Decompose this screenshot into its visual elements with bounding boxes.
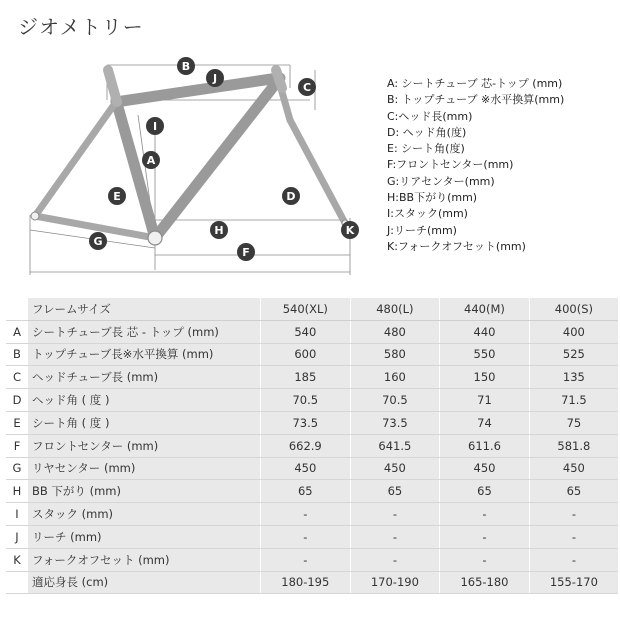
row-value: 611.6 xyxy=(440,434,530,457)
row-key: H xyxy=(6,480,28,503)
svg-text:F: F xyxy=(242,246,250,259)
row-value: - xyxy=(350,525,440,548)
marker-i xyxy=(146,117,164,135)
row-value: - xyxy=(261,503,351,526)
row-value: 135 xyxy=(529,366,618,389)
row-key: F xyxy=(6,434,28,457)
row-key: D xyxy=(6,389,28,412)
row-value: 75 xyxy=(529,411,618,434)
row-value: 450 xyxy=(440,457,530,480)
row-value: 180-195 xyxy=(261,571,351,594)
table-row xyxy=(6,525,618,548)
legend-item: F:フロントセンター(mm) xyxy=(387,158,514,172)
row-value: 71 xyxy=(440,389,530,412)
row-value: - xyxy=(529,503,618,526)
row-value: 581.8 xyxy=(529,434,618,457)
row-value: 73.5 xyxy=(261,411,351,434)
legend-item: E: シート角(度) xyxy=(387,142,465,156)
row-label: 適応身長 (cm) xyxy=(28,571,261,594)
row-value: - xyxy=(529,548,618,571)
table-row xyxy=(6,503,618,526)
row-key: J xyxy=(6,525,28,548)
legend-item: K:フォークオフセット(mm) xyxy=(387,239,526,253)
row-label: ヘッド角 ( 度 ) xyxy=(28,389,261,412)
row-value: 74 xyxy=(440,411,530,434)
row-value: 450 xyxy=(350,457,440,480)
legend-item: A: シートチューブ 芯-トップ (mm) xyxy=(387,77,563,90)
row-value: 165-180 xyxy=(440,571,530,594)
marker-b xyxy=(177,57,195,75)
size-header: 480(L) xyxy=(350,298,440,320)
svg-text:G: G xyxy=(93,235,103,248)
row-value: 73.5 xyxy=(350,411,440,434)
row-value: 70.5 xyxy=(350,389,440,412)
row-label: フロントセンター (mm) xyxy=(28,434,261,457)
row-value: 65 xyxy=(440,480,530,503)
legend-item: D: ヘッド角(度) xyxy=(387,125,467,139)
svg-text:C: C xyxy=(302,81,312,94)
row-value: 600 xyxy=(261,343,351,366)
row-label: シートチューブ長 芯 - トップ (mm) xyxy=(28,320,261,343)
row-key: B xyxy=(6,343,28,366)
row-value: 440 xyxy=(440,320,530,343)
row-label: BB 下がり (mm) xyxy=(28,480,261,503)
row-value: 170-190 xyxy=(350,571,440,594)
row-value: 155-170 xyxy=(529,571,618,594)
row-value: 662.9 xyxy=(261,434,351,457)
row-value: 450 xyxy=(529,457,618,480)
row-value: 65 xyxy=(529,480,618,503)
row-label: トップチューブ長※水平換算 (mm) xyxy=(28,343,261,366)
svg-text:A: A xyxy=(146,154,156,167)
legend-item: G:リアセンター(mm) xyxy=(387,174,495,188)
row-value: 150 xyxy=(440,366,530,389)
row-key: C xyxy=(6,366,28,389)
row-value: 185 xyxy=(261,366,351,389)
row-key: G xyxy=(6,457,28,480)
svg-text:E: E xyxy=(113,190,121,203)
legend-item: B: トップチューブ ※水平換算(mm) xyxy=(387,93,565,107)
row-value: - xyxy=(440,525,530,548)
row-key: E xyxy=(6,411,28,434)
row-key xyxy=(6,571,28,594)
row-value: 400 xyxy=(529,320,618,343)
table-row xyxy=(6,457,618,480)
marker-k xyxy=(341,221,359,239)
row-value: 580 xyxy=(350,343,440,366)
legend-item: I:スタック(mm) xyxy=(387,207,468,221)
row-value: - xyxy=(440,548,530,571)
row-value: 160 xyxy=(350,366,440,389)
size-header: 540(XL) xyxy=(261,298,351,320)
table-row xyxy=(6,389,618,412)
row-label: フォークオフセット (mm) xyxy=(28,548,261,571)
marker-f xyxy=(237,243,255,261)
table-row xyxy=(6,480,618,503)
legend xyxy=(387,76,564,255)
row-label: リーチ (mm) xyxy=(28,525,261,548)
key-cell xyxy=(6,298,28,320)
row-label: リヤセンター (mm) xyxy=(28,457,261,480)
table-row xyxy=(6,343,618,366)
marker-j xyxy=(206,69,224,87)
marker-d xyxy=(282,187,300,205)
svg-text:J: J xyxy=(212,72,218,85)
table-row xyxy=(6,434,618,457)
table-header-row xyxy=(6,298,618,320)
row-key: I xyxy=(6,503,28,526)
size-header: 400(S) xyxy=(529,298,618,320)
marker-c xyxy=(298,78,316,96)
marker-a xyxy=(142,151,160,169)
row-value: 71.5 xyxy=(529,389,618,412)
row-value: - xyxy=(440,503,530,526)
table-row xyxy=(6,411,618,434)
row-value: 480 xyxy=(350,320,440,343)
marker-h xyxy=(210,221,228,239)
row-value: - xyxy=(529,525,618,548)
row-value: 540 xyxy=(261,320,351,343)
svg-text:I: I xyxy=(152,120,158,133)
frame-geometry-diagram xyxy=(0,40,380,280)
size-header: 440(M) xyxy=(440,298,530,320)
svg-text:K: K xyxy=(345,224,355,237)
table-row xyxy=(6,320,618,343)
svg-text:B: B xyxy=(181,60,191,73)
header-label: フレームサイズ xyxy=(28,298,261,320)
svg-text:D: D xyxy=(286,190,296,203)
legend-item: H:BB下がり(mm) xyxy=(387,191,478,205)
row-label: ヘッドチューブ長 (mm) xyxy=(28,366,261,389)
page-title: ジオメトリー xyxy=(18,15,144,39)
row-label: スタック (mm) xyxy=(28,503,261,526)
legend-item: J:リーチ(mm) xyxy=(387,223,457,237)
row-value: 65 xyxy=(261,480,351,503)
row-value: - xyxy=(350,548,440,571)
row-value: 550 xyxy=(440,343,530,366)
row-value: 450 xyxy=(261,457,351,480)
table-row xyxy=(6,366,618,389)
row-value: 65 xyxy=(350,480,440,503)
table-row xyxy=(6,548,618,571)
marker-e xyxy=(108,187,126,205)
row-value: - xyxy=(350,503,440,526)
row-key: A xyxy=(6,320,28,343)
row-value: 70.5 xyxy=(261,389,351,412)
marker-g xyxy=(89,232,107,250)
row-value: - xyxy=(261,548,351,571)
row-value: 641.5 xyxy=(350,434,440,457)
geometry-table xyxy=(6,298,618,620)
row-label: シート角 ( 度 ) xyxy=(28,411,261,434)
table-row xyxy=(6,571,618,594)
row-value: 525 xyxy=(529,343,618,366)
row-key: K xyxy=(6,548,28,571)
legend-item: C:ヘッド長(mm) xyxy=(387,109,473,123)
row-value: - xyxy=(261,525,351,548)
svg-text:H: H xyxy=(214,224,224,237)
